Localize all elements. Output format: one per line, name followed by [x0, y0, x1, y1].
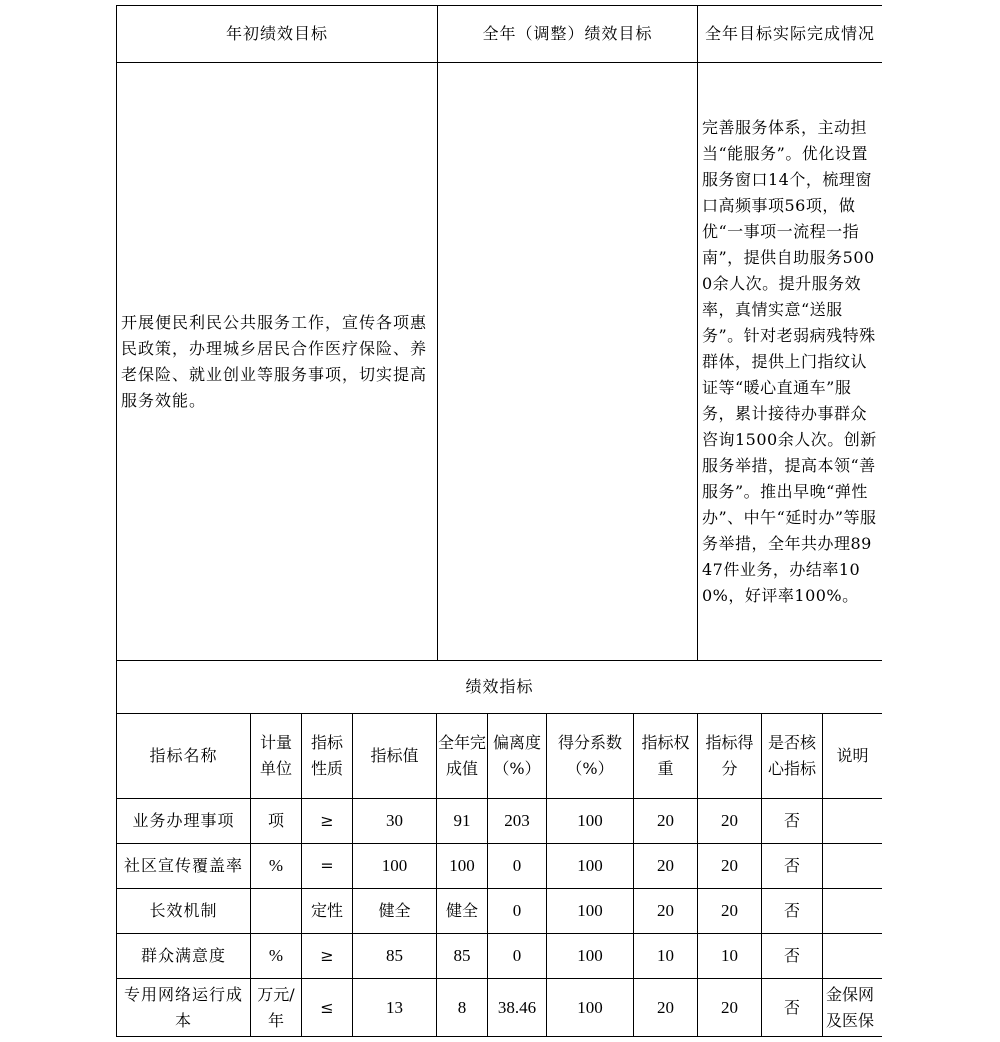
col-header-nature: 指标性质 — [302, 714, 353, 799]
indicator-name: 专用网络运行成本 — [117, 979, 251, 1037]
goals-content-row — [117, 63, 883, 661]
col-header-weight: 指标权重 — [634, 714, 698, 799]
indicator-notes: 金保网及医保 — [823, 979, 883, 1037]
indicator-nature: ≥ — [302, 799, 353, 844]
indicator-is-core: 否 — [762, 979, 823, 1037]
indicator-notes — [823, 799, 883, 844]
header-initial-goal: 年初绩效目标 — [117, 6, 438, 63]
indicator-target-value: 85 — [353, 934, 437, 979]
performance-document — [116, 5, 882, 1042]
goals-header-row — [117, 6, 883, 63]
performance-goals-table — [116, 5, 882, 661]
col-header-score: 指标得分 — [698, 714, 762, 799]
indicator-nature: ≤ — [302, 979, 353, 1037]
indicators-title-row — [117, 661, 883, 714]
indicator-is-core: 否 — [762, 934, 823, 979]
indicator-is-core: 否 — [762, 889, 823, 934]
indicator-name: 业务办理事项 — [117, 799, 251, 844]
indicator-score-coefficient: 100 — [547, 889, 634, 934]
indicator-score: 20 — [698, 844, 762, 889]
indicator-unit — [251, 889, 302, 934]
indicator-completed-value: 健全 — [437, 889, 488, 934]
indicator-name: 群众满意度 — [117, 934, 251, 979]
col-header-notes: 说明 — [823, 714, 883, 799]
indicator-unit: % — [251, 934, 302, 979]
indicator-unit: 万元/年 — [251, 979, 302, 1037]
indicator-deviation: 0 — [488, 934, 547, 979]
indicator-is-core: 否 — [762, 844, 823, 889]
indicator-score-coefficient: 100 — [547, 844, 634, 889]
indicator-weight: 20 — [634, 889, 698, 934]
col-header-target-value: 指标值 — [353, 714, 437, 799]
indicator-target-value: 13 — [353, 979, 437, 1037]
indicator-target-value: 100 — [353, 844, 437, 889]
indicator-completed-value: 85 — [437, 934, 488, 979]
indicator-score: 20 — [698, 889, 762, 934]
actual-completion-text: 完善服务体系，主动担当“能服务”。优化设置服务窗口14个，梳理窗口高频事项56项，做优“一事项一流程一指南”，提供自助服务5000余人次。提升服务效率，真情实意“送服务”。针对老弱病残特殊群体，提供上门指纹认证等“暖心直通车”服务，累计接待办事群众咨询1500余人次。创新服务举措，提高本领“善服务”。推出早晚“弹性办”、中午“延时办”等服务举措，全年共办理8947件业务，办结率100%，好评率100%。 — [698, 63, 883, 661]
indicator-target-value: 30 — [353, 799, 437, 844]
indicator-nature: = — [302, 844, 353, 889]
indicator-completed-value: 8 — [437, 979, 488, 1037]
indicators-header-row — [117, 714, 883, 799]
indicator-row — [117, 934, 883, 979]
indicator-target-value: 健全 — [353, 889, 437, 934]
indicator-deviation: 0 — [488, 844, 547, 889]
col-header-is-core: 是否核心指标 — [762, 714, 823, 799]
col-header-name: 指标名称 — [117, 714, 251, 799]
indicator-row — [117, 844, 883, 889]
indicator-unit: 项 — [251, 799, 302, 844]
indicator-deviation: 203 — [488, 799, 547, 844]
indicator-unit: % — [251, 844, 302, 889]
indicator-nature: ≥ — [302, 934, 353, 979]
indicator-score-coefficient: 100 — [547, 799, 634, 844]
indicator-row — [117, 979, 883, 1037]
indicator-weight: 20 — [634, 979, 698, 1037]
indicator-weight: 20 — [634, 799, 698, 844]
indicator-score-coefficient: 100 — [547, 979, 634, 1037]
indicator-deviation: 38.46 — [488, 979, 547, 1037]
indicator-row — [117, 799, 883, 844]
indicator-name: 社区宣传覆盖率 — [117, 844, 251, 889]
indicator-notes — [823, 889, 883, 934]
indicator-nature: 定性 — [302, 889, 353, 934]
indicator-notes — [823, 934, 883, 979]
indicator-row — [117, 889, 883, 934]
indicator-deviation: 0 — [488, 889, 547, 934]
col-header-unit: 计量单位 — [251, 714, 302, 799]
col-header-score-coefficient: 得分系数（%） — [547, 714, 634, 799]
indicator-score: 20 — [698, 979, 762, 1037]
indicator-weight: 20 — [634, 844, 698, 889]
indicator-name: 长效机制 — [117, 889, 251, 934]
indicator-weight: 10 — [634, 934, 698, 979]
indicator-completed-value: 91 — [437, 799, 488, 844]
indicator-score: 10 — [698, 934, 762, 979]
performance-indicators-table — [116, 660, 882, 1037]
indicator-completed-value: 100 — [437, 844, 488, 889]
indicator-is-core: 否 — [762, 799, 823, 844]
col-header-completed-value: 全年完成值 — [437, 714, 488, 799]
indicator-notes — [823, 844, 883, 889]
initial-goal-text: 开展便民利民公共服务工作，宣传各项惠民政策，办理城乡居民合作医疗保险、养老保险、就业创业等服务事项，切实提高服务效能。 — [117, 63, 438, 661]
col-header-deviation: 偏离度（%） — [488, 714, 547, 799]
adjusted-goal-text — [438, 63, 698, 661]
header-actual-completion: 全年目标实际完成情况 — [698, 6, 883, 63]
header-adjusted-goal: 全年（调整）绩效目标 — [438, 6, 698, 63]
indicators-section-title: 绩效指标 — [117, 661, 883, 714]
indicator-score: 20 — [698, 799, 762, 844]
indicator-score-coefficient: 100 — [547, 934, 634, 979]
